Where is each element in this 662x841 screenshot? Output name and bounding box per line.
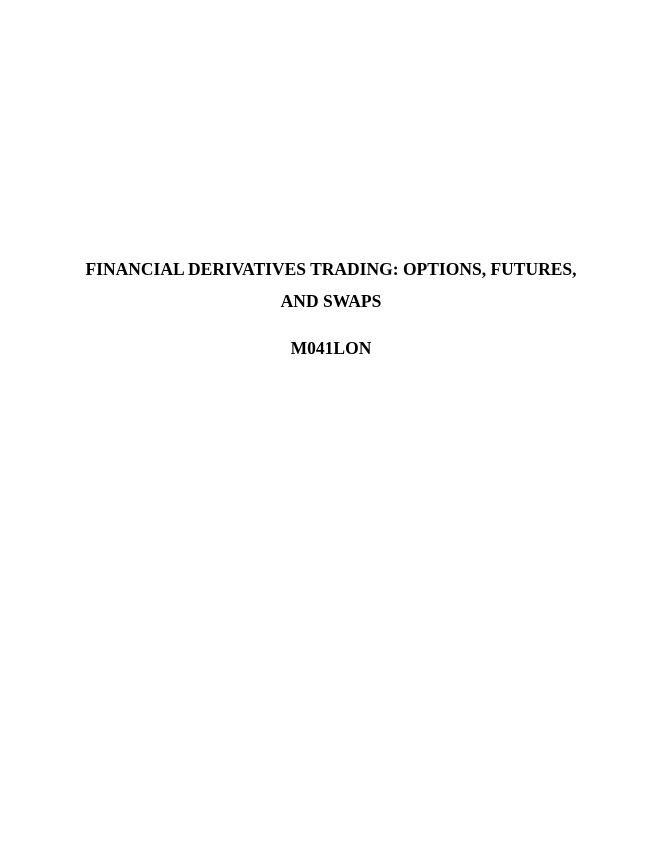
title-line-2: AND SWAPS	[280, 291, 382, 311]
document-title	[0, 253, 662, 317]
course-code: M041LON	[290, 338, 372, 358]
title-line-1: FINANCIAL DERIVATIVES TRADING: OPTIONS, FUTURES,	[85, 259, 577, 279]
